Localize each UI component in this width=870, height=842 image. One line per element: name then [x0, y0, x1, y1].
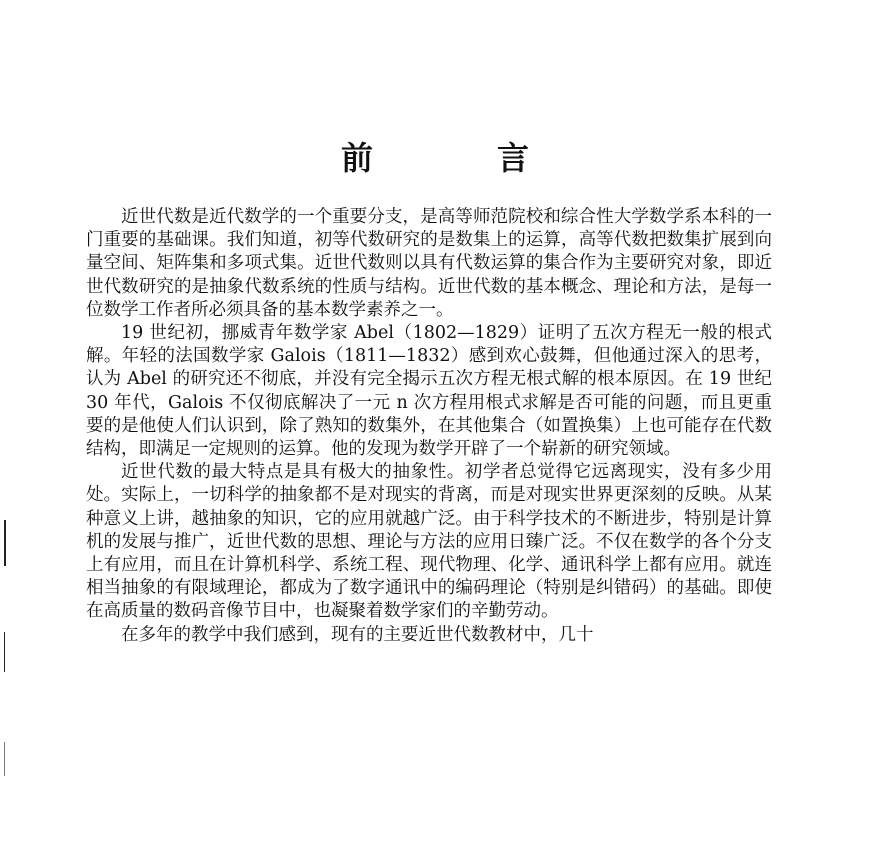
scan-edge-mark [4, 632, 5, 672]
scan-edge-mark [4, 742, 5, 776]
paragraph: 19 世纪初，挪威青年数学家 Abel（1802—1829）证明了五次方程无一般的根式解。年轻的法国数学家 Galois（1811—1832）感到欢心鼓舞，但他通过深入的思考，认为 Abel 的研究还不彻底，并没有完全揭示五次方程无根式解的根本原因。在 19 世纪 30 年代，Galois 不仅彻底解决了一元 n 次方程用根式求解是否可能的问题，而且更重要的是他使人们认识到，除了熟知的数集外，在其他集合（如置换集）上也可能存在代数结构，即满足一定规则的运算。他的发现为数学开辟了一个崭新的研究领域。 [86, 323, 772, 460]
paragraph: 近世代数的最大特点是具有极大的抽象性。初学者总觉得它远离现实，没有多少用处。实际上，一切科学的抽象都不是对现实的背离，而是对现实世界更深刻的反映。从某种意义上讲，越抽象的知识，它的应用就越广泛。由于科学技术的不断进步，特别是计算机的发展与推广，近世代数的思想、理论与方法的应用日臻广泛。不仅在数学的各个分支上有应用，而且在计算机科学、系统工程、现代物理、化学、通讯科学上都有应用。就连相当抽象的有限域理论，都成为了数字通讯中的编码理论（特别是纠错码）的基础。即使在高质量的数码音像节目中，也凝聚着数学家们的辛勤劳动。 [86, 462, 772, 622]
scan-edge-mark [4, 520, 6, 566]
preface-body [86, 206, 772, 647]
paragraph: 在多年的教学中我们感到，现有的主要近世代数教材中，几十 [121, 624, 594, 645]
page-title: 前 言 [340, 139, 575, 177]
paragraph: 近世代数是近代数学的一个重要分支，是高等师范院校和综合性大学数学系本科的一门重要的基础课。我们知道，初等代数研究的是数集上的运算，高等代数把数集扩展到向量空间、矩阵集和多项式集。近世代数则以具有代数运算的集合作为主要研究对象，即近世代数研究的是抽象代数系统的性质与结构。近世代数的基本概念、理论和方法，是每一位数学工作者所必须具备的基本数学素养之一。 [86, 207, 772, 320]
